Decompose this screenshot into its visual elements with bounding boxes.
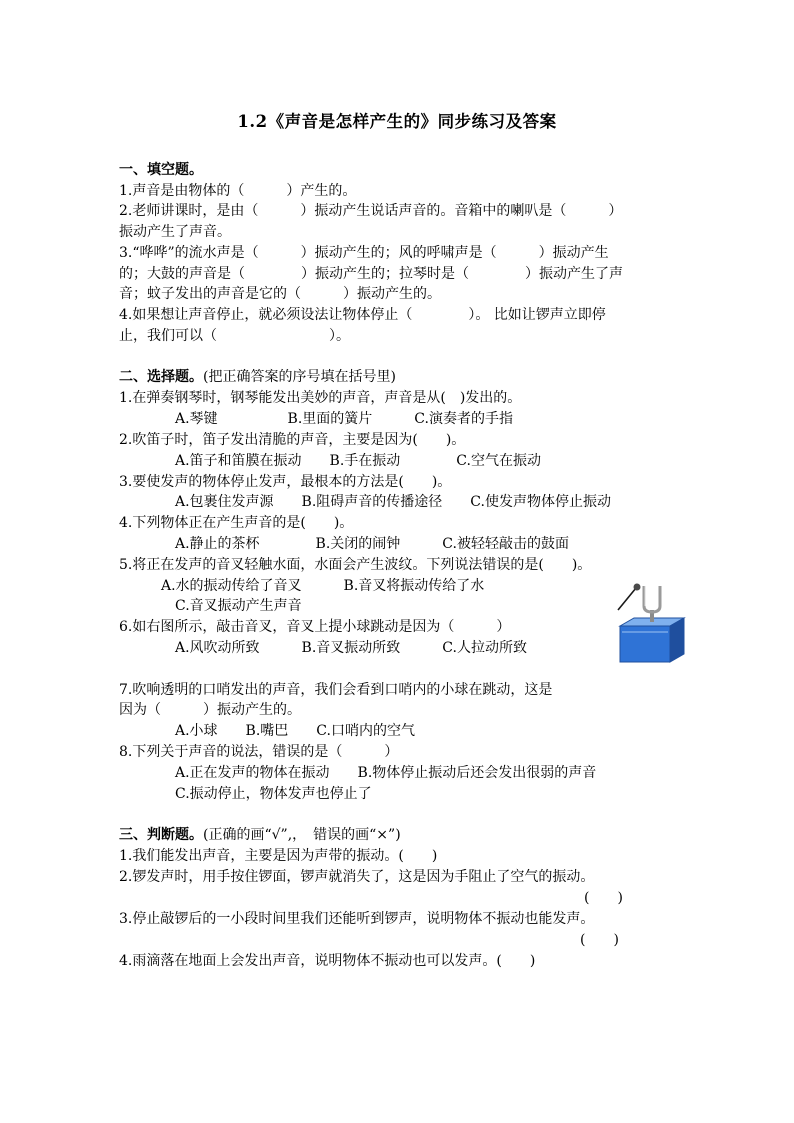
fill-line: 止，我们可以（ ）。 — [119, 328, 350, 344]
fill-line: 1.声音是由物体的（ ）产生的。 — [119, 183, 357, 199]
choice-line: 4.下列物体正在产生声音的是( )。 — [119, 515, 354, 531]
choice-line: 6.如右图所示，敲击音叉，音叉上提小球跳动是因为（ ） — [119, 619, 511, 635]
fill-heading: 一、填空题。 — [119, 162, 203, 178]
choice-line: C.振动停止，物体发声也停止了 — [119, 786, 372, 802]
choice-heading-note: (把正确答案的序号填在括号里) — [203, 369, 396, 385]
tuning-fork-icon — [612, 582, 688, 668]
page-title: 1.2《声音是怎样产生的》同步练习及答案 — [237, 112, 557, 131]
judge-answer-bracket: ( ) — [580, 932, 619, 948]
judge-heading-text: 三、判断题。 — [119, 827, 203, 843]
judge-line: 4.雨滴落在地面上会发出声音，说明物体不振动也可以发声。( ) — [119, 953, 536, 969]
fill-line: 4.如果想让声音停止，就必须设法让物体停止（ ）。 比如让锣声立即停 — [119, 307, 606, 323]
choice-line: 8.下列关于声音的说法，错误的是（ ） — [119, 744, 399, 760]
choice-line: C.音叉振动产生声音 — [119, 598, 302, 614]
judge-line: 2.锣发声时，用手按住锣面，锣声就消失了，这是因为手阻止了空气的振动。 — [119, 869, 595, 885]
choice-line: A.风吹动所致 B.音叉振动所致 C.人拉动所致 — [119, 640, 527, 656]
choice-line: 3.要使发声的物体停止发声，最根本的方法是( )。 — [119, 474, 452, 490]
fill-line: 振动产生了声音。 — [119, 224, 231, 240]
judge-heading — [119, 825, 401, 845]
choice-line: A.静止的茶杯 B.关闭的闹钟 C.被轻轻敲击的鼓面 — [119, 536, 569, 552]
choice-line: A.小球 B.嘴巴 C.口哨内的空气 — [119, 723, 415, 739]
choice-line: A.笛子和笛膜在振动 B.手在振动 C.空气在振动 — [119, 453, 541, 469]
fill-line: 3.“哗哗”的流水声是（ ）振动产生的；风的呼啸声是（ ）振动产生 — [119, 245, 609, 261]
choice-line: A.包裹住发声源 B.阻碍声音的传播途径 C.使发声物体停止振动 — [119, 494, 611, 510]
choice-line: 1.在弹奏钢琴时，钢琴能发出美妙的声音，声音是从( )发出的。 — [119, 390, 522, 406]
fill-line: 2.老师讲课时，是由（ ）振动产生说话声音的。音箱中的喇叭是（ ） — [119, 203, 623, 219]
choice-line: 7.吹响透明的口哨发出的声音，我们会看到口哨内的小球在跳动，这是 — [119, 682, 553, 698]
choice-line: A.正在发声的物体在振动 B.物体停止振动后还会发出很弱的声音 — [119, 765, 597, 781]
fill-line: 音；蚊子发出的声音是它的（ ）振动产生的。 — [119, 286, 441, 302]
choice-line: 2.吹笛子时，笛子发出清脆的声音，主要是因为( )。 — [119, 432, 466, 448]
choice-heading — [119, 367, 396, 387]
choice-heading-text: 二、选择题。 — [119, 369, 203, 385]
judge-heading-note: (正确的画“√”,， 错误的画“×”) — [203, 827, 401, 843]
choice-line: 5.将正在发声的音叉轻触水面，水面会产生波纹。下列说法错误的是( )。 — [119, 557, 592, 573]
judge-line: 1.我们能发出声音，主要是因为声带的振动。( ) — [119, 848, 438, 864]
choice-line: 因为（ ）振动产生的。 — [119, 702, 301, 718]
judge-answer-bracket: ( ) — [584, 890, 623, 906]
choice-line: A.琴键 B.里面的簧片 C.演奏者的手指 — [119, 411, 513, 427]
choice-line: A.水的振动传给了音叉 B.音叉将振动传给了水 — [119, 578, 485, 594]
fill-line: 的；大鼓的声音是（ ）振动产生的；拉琴时是（ ）振动产生了声 — [119, 266, 623, 282]
judge-line: 3.停止敲锣后的一小段时间里我们还能听到锣声，说明物体不振动也能发声。 — [119, 911, 595, 927]
